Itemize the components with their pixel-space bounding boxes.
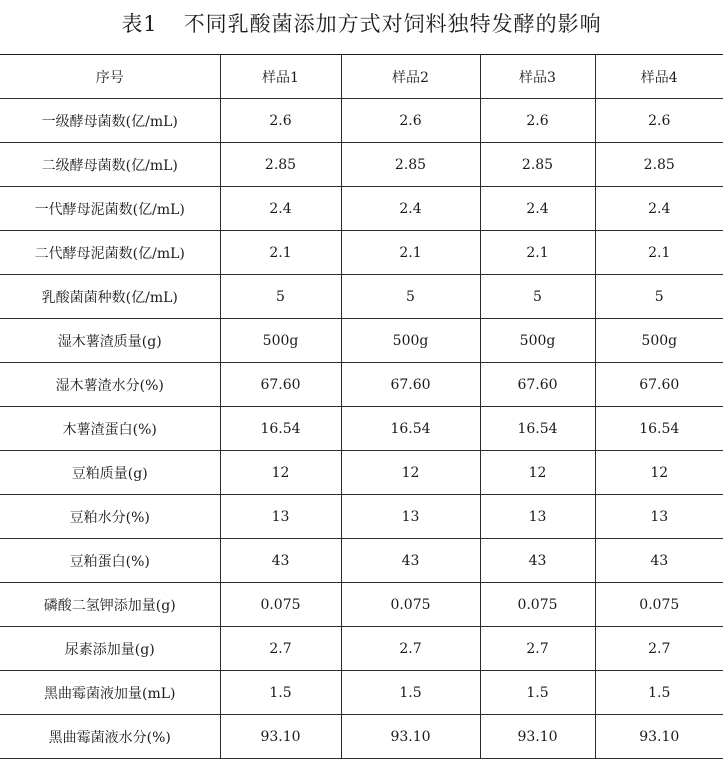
table-row — [0, 583, 723, 627]
header-cell-sample-3: 样品3 — [480, 55, 595, 99]
table-number: 表1 — [121, 12, 158, 36]
value-cell: 93.10 — [341, 715, 480, 759]
table-row — [0, 671, 723, 715]
value-cell: 2.85 — [220, 143, 341, 187]
header-cell-sample-2: 样品2 — [341, 55, 480, 99]
value-cell: 67.60 — [220, 363, 341, 407]
value-cell: 5 — [220, 275, 341, 319]
row-label-cell: 尿素添加量(g) — [0, 627, 220, 671]
value-cell: 5 — [480, 275, 595, 319]
table-title: 不同乳酸菌添加方式对饲料独特发酵的影响 — [183, 12, 602, 36]
row-label-cell: 磷酸二氢钾添加量(g) — [0, 583, 220, 627]
row-label-cell: 二级酵母菌数(亿/mL) — [0, 143, 220, 187]
table-row — [0, 187, 723, 231]
value-cell: 500g — [220, 319, 341, 363]
value-cell: 16.54 — [480, 407, 595, 451]
value-cell: 0.075 — [480, 583, 595, 627]
header-cell-index: 序号 — [0, 55, 220, 99]
row-label-cell: 二代酵母泥菌数(亿/mL) — [0, 231, 220, 275]
value-cell: 16.54 — [595, 407, 723, 451]
table-row — [0, 99, 723, 143]
value-cell: 13 — [341, 495, 480, 539]
table-row — [0, 143, 723, 187]
value-cell: 0.075 — [595, 583, 723, 627]
value-cell: 1.5 — [595, 671, 723, 715]
value-cell: 2.1 — [595, 231, 723, 275]
value-cell: 43 — [595, 539, 723, 583]
row-label-cell: 豆粕蛋白(%) — [0, 539, 220, 583]
table-row — [0, 495, 723, 539]
row-label-cell: 豆粕质量(g) — [0, 451, 220, 495]
value-cell: 2.1 — [220, 231, 341, 275]
value-cell: 0.075 — [341, 583, 480, 627]
table-row — [0, 715, 723, 759]
value-cell: 93.10 — [220, 715, 341, 759]
value-cell: 2.6 — [341, 99, 480, 143]
table-body — [0, 99, 723, 759]
value-cell: 2.4 — [220, 187, 341, 231]
value-cell: 5 — [341, 275, 480, 319]
table-row — [0, 451, 723, 495]
value-cell: 16.54 — [341, 407, 480, 451]
value-cell: 500g — [341, 319, 480, 363]
value-cell: 93.10 — [595, 715, 723, 759]
data-table — [0, 54, 723, 759]
value-cell: 2.85 — [595, 143, 723, 187]
value-cell: 16.54 — [220, 407, 341, 451]
value-cell: 13 — [595, 495, 723, 539]
table-caption — [0, 8, 723, 38]
value-cell: 2.6 — [480, 99, 595, 143]
row-label-cell: 豆粕水分(%) — [0, 495, 220, 539]
value-cell: 0.075 — [220, 583, 341, 627]
table-row — [0, 363, 723, 407]
value-cell: 12 — [480, 451, 595, 495]
value-cell: 2.7 — [595, 627, 723, 671]
value-cell: 2.4 — [480, 187, 595, 231]
value-cell: 2.7 — [480, 627, 595, 671]
row-label-cell: 一级酵母菌数(亿/mL) — [0, 99, 220, 143]
value-cell: 2.85 — [341, 143, 480, 187]
row-label-cell: 湿木薯渣质量(g) — [0, 319, 220, 363]
row-label-cell: 黑曲霉菌液加量(mL) — [0, 671, 220, 715]
row-label-cell: 一代酵母泥菌数(亿/mL) — [0, 187, 220, 231]
value-cell: 43 — [220, 539, 341, 583]
value-cell: 500g — [595, 319, 723, 363]
value-cell: 93.10 — [480, 715, 595, 759]
value-cell: 43 — [480, 539, 595, 583]
value-cell: 2.1 — [480, 231, 595, 275]
header-row — [0, 55, 723, 99]
value-cell: 2.6 — [595, 99, 723, 143]
value-cell: 2.7 — [220, 627, 341, 671]
value-cell: 2.1 — [341, 231, 480, 275]
table-row — [0, 275, 723, 319]
table-row — [0, 407, 723, 451]
value-cell: 13 — [220, 495, 341, 539]
row-label-cell: 湿木薯渣水分(%) — [0, 363, 220, 407]
value-cell: 12 — [595, 451, 723, 495]
value-cell: 67.60 — [595, 363, 723, 407]
header-cell-sample-4: 样品4 — [595, 55, 723, 99]
value-cell: 12 — [220, 451, 341, 495]
value-cell: 2.4 — [341, 187, 480, 231]
row-label-cell: 木薯渣蛋白(%) — [0, 407, 220, 451]
value-cell: 2.85 — [480, 143, 595, 187]
value-cell: 2.4 — [595, 187, 723, 231]
value-cell: 43 — [341, 539, 480, 583]
value-cell: 5 — [595, 275, 723, 319]
value-cell: 1.5 — [341, 671, 480, 715]
value-cell: 2.6 — [220, 99, 341, 143]
value-cell: 500g — [480, 319, 595, 363]
table-row — [0, 231, 723, 275]
value-cell: 2.7 — [341, 627, 480, 671]
table-row — [0, 319, 723, 363]
header-cell-sample-1: 样品1 — [220, 55, 341, 99]
value-cell: 67.60 — [480, 363, 595, 407]
value-cell: 13 — [480, 495, 595, 539]
value-cell: 1.5 — [480, 671, 595, 715]
row-label-cell: 黑曲霉菌液水分(%) — [0, 715, 220, 759]
value-cell: 12 — [341, 451, 480, 495]
value-cell: 1.5 — [220, 671, 341, 715]
value-cell: 67.60 — [341, 363, 480, 407]
row-label-cell: 乳酸菌菌种数(亿/mL) — [0, 275, 220, 319]
table-row — [0, 539, 723, 583]
table-row — [0, 627, 723, 671]
